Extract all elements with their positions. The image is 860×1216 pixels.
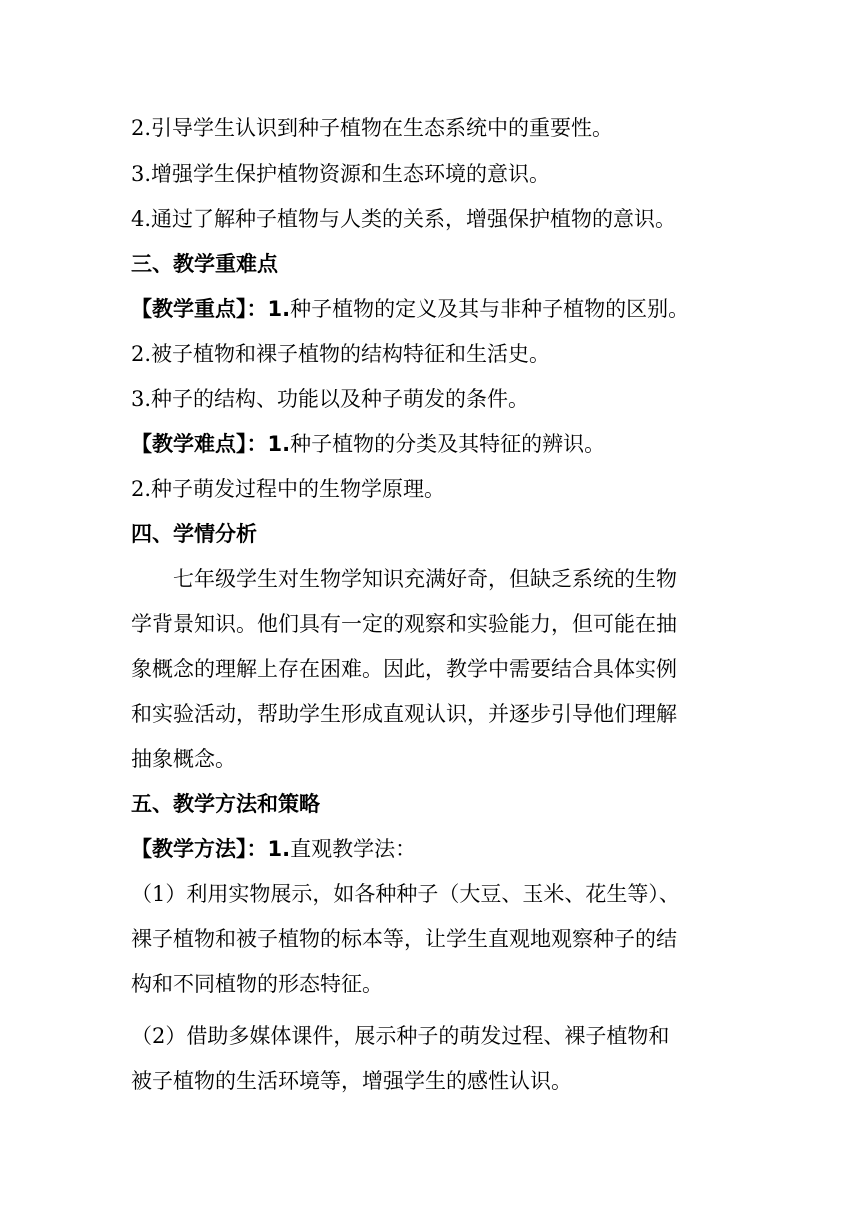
key-point-line-3: 3.种子的结构、功能以及种子萌发的条件。	[131, 387, 530, 411]
goal-line-3: 3.增强学生保护植物资源和生态环境的意识。	[131, 162, 551, 186]
analysis-line-3: 象概念的理解上存在困难。因此，教学中需要结合具体实例	[131, 657, 677, 681]
difficult-point-1-number: 1.	[267, 432, 291, 456]
difficult-point-1-text: 种子植物的分类及其特征的辨识。	[290, 432, 606, 456]
key-point-1-number: 1.	[267, 297, 291, 321]
goal-line-2: 2.引导学生认识到种子植物在生态系统中的重要性。	[131, 116, 614, 140]
method-label: 【教学方法】：	[131, 837, 268, 861]
section-5-heading: 五、教学方法和策略	[131, 792, 320, 816]
method-1-number: 1.	[267, 837, 291, 861]
key-point-label: 【教学重点】：	[131, 297, 268, 321]
difficult-point-line-1	[131, 430, 860, 458]
method-item-2-line-1: （2）借助多媒体课件，展示种子的萌发过程、裸子植物和	[131, 1024, 670, 1048]
method-item-2-line-2: 被子植物的生活环境等，增强学生的感性认识。	[131, 1069, 572, 1093]
method-1-text: 直观教学法：	[290, 837, 417, 861]
analysis-line-5: 抽象概念。	[131, 747, 236, 771]
key-point-1-text: 种子植物的定义及其与非种子植物的区别。	[290, 297, 690, 321]
difficult-point-label: 【教学难点】：	[131, 432, 268, 456]
section-3-heading: 三、教学重难点	[131, 252, 278, 276]
analysis-line-2: 学背景知识。他们具有一定的观察和实验能力，但可能在抽	[131, 612, 677, 636]
method-item-1-line-2: 裸子植物和被子植物的标本等，让学生直观地观察种子的结	[131, 927, 677, 951]
method-item-1-line-3: 构和不同植物的形态特征。	[131, 972, 383, 996]
analysis-line-1: 七年级学生对生物学知识充满好奇，但缺乏系统的生物	[173, 567, 677, 591]
method-line-1	[131, 835, 860, 863]
key-point-line-2: 2.被子植物和裸子植物的结构特征和生活史。	[131, 342, 551, 366]
method-item-1-line-1: （1）利用实物展示，如各种种子（大豆、玉米、花生等）、	[131, 882, 680, 906]
analysis-line-4: 和实验活动，帮助学生形成直观认识，并逐步引导他们理解	[131, 702, 677, 726]
goal-line-4: 4.通过了解种子植物与人类的关系，增强保护植物的意识。	[131, 207, 677, 231]
section-4-heading: 四、学情分析	[131, 522, 257, 546]
key-point-line-1	[131, 295, 860, 323]
difficult-point-line-2: 2.种子萌发过程中的生物学原理。	[131, 477, 446, 501]
